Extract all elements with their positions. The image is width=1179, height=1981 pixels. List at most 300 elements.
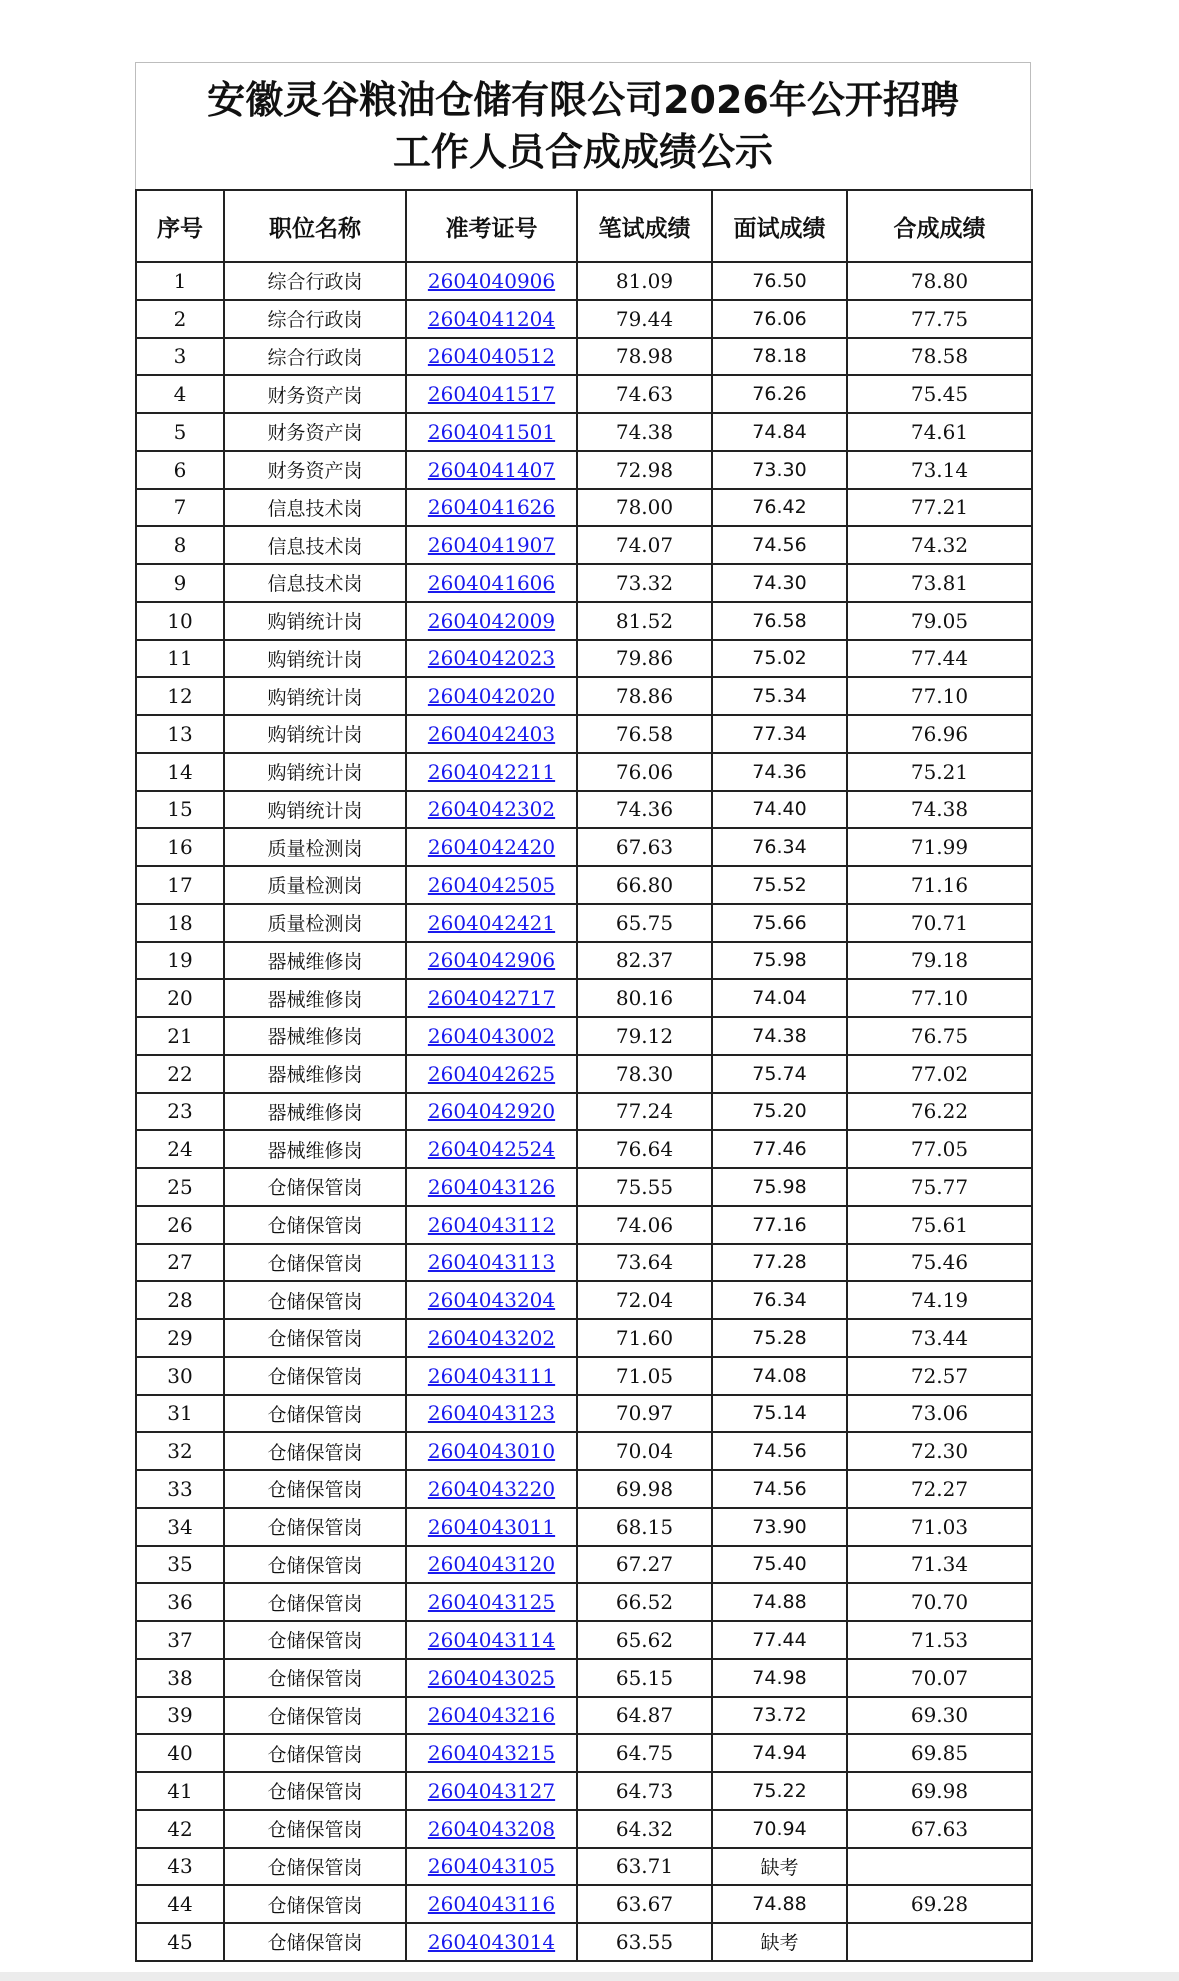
cell-composite-score: 77.02 (847, 1055, 1032, 1093)
cell-interview-score: 74.30 (712, 564, 847, 602)
cell-position: 质量检测岗 (224, 866, 406, 904)
exam-number-link[interactable]: 2604043208 (427, 1816, 556, 1841)
exam-number-link[interactable]: 2604043112 (427, 1212, 556, 1237)
cell-written-score: 65.75 (577, 904, 712, 942)
cell-position: 仓储保管岗 (224, 1923, 406, 1961)
cell-position: 仓储保管岗 (224, 1319, 406, 1357)
cell-position: 仓储保管岗 (224, 1357, 406, 1395)
cell-composite-score: 69.30 (847, 1697, 1032, 1735)
cell-exam-number (406, 262, 577, 300)
cell-seq: 26 (136, 1206, 224, 1244)
page-bottom-edge (0, 1972, 1179, 1981)
cell-composite-score: 71.99 (847, 828, 1032, 866)
cell-position: 器械维修岗 (224, 942, 406, 980)
cell-composite-score: 74.38 (847, 791, 1032, 829)
cell-position: 器械维修岗 (224, 1017, 406, 1055)
exam-number-link[interactable]: 2604042421 (427, 910, 556, 935)
cell-written-score: 81.09 (577, 262, 712, 300)
table-row (136, 1319, 1032, 1357)
cell-interview-score: 75.66 (712, 904, 847, 942)
exam-number-link[interactable]: 2604043111 (427, 1363, 556, 1388)
cell-interview-score: 77.28 (712, 1244, 847, 1282)
cell-interview-score: 78.18 (712, 338, 847, 376)
cell-composite-score: 72.30 (847, 1432, 1032, 1470)
cell-interview-score: 74.40 (712, 791, 847, 829)
cell-interview-score: 76.34 (712, 828, 847, 866)
cell-seq: 10 (136, 602, 224, 640)
exam-number-link[interactable]: 2604042906 (427, 948, 556, 973)
table-row (136, 904, 1032, 942)
cell-seq: 31 (136, 1395, 224, 1433)
cell-composite-score: 79.18 (847, 942, 1032, 980)
cell-composite-score: 75.45 (847, 375, 1032, 413)
cell-exam-number (406, 489, 577, 527)
cell-position: 购销统计岗 (224, 677, 406, 715)
cell-seq: 41 (136, 1772, 224, 1810)
exam-number-link[interactable]: 2604041626 (427, 495, 556, 520)
cell-seq: 27 (136, 1244, 224, 1282)
table-row (136, 1734, 1032, 1772)
table-row (136, 1697, 1032, 1735)
cell-interview-score: 74.56 (712, 526, 847, 564)
cell-composite-score: 79.05 (847, 602, 1032, 640)
cell-seq: 24 (136, 1130, 224, 1168)
exam-number-link[interactable]: 2604043215 (427, 1741, 556, 1766)
cell-exam-number (406, 1546, 577, 1584)
cell-exam-number (406, 300, 577, 338)
table-row (136, 1206, 1032, 1244)
cell-seq: 37 (136, 1621, 224, 1659)
score-table (135, 189, 1033, 1962)
exam-number-link[interactable]: 2604042420 (427, 835, 556, 860)
cell-exam-number (406, 640, 577, 678)
exam-number-link[interactable]: 2604041204 (427, 306, 556, 331)
cell-composite-score: 69.28 (847, 1885, 1032, 1923)
cell-interview-score: 70.94 (712, 1810, 847, 1848)
cell-position: 仓储保管岗 (224, 1206, 406, 1244)
cell-written-score: 65.15 (577, 1659, 712, 1697)
exam-number-link[interactable]: 2604043025 (427, 1665, 556, 1690)
cell-interview-score: 73.72 (712, 1697, 847, 1735)
table-row (136, 300, 1032, 338)
table-row (136, 1546, 1032, 1584)
table-row (136, 451, 1032, 489)
cell-written-score: 82.37 (577, 942, 712, 980)
exam-number-link[interactable]: 2604043216 (427, 1703, 556, 1728)
cell-exam-number (406, 715, 577, 753)
cell-written-score: 75.55 (577, 1168, 712, 1206)
exam-number-link[interactable]: 2604041501 (427, 419, 556, 444)
cell-written-score: 78.98 (577, 338, 712, 376)
cell-position: 质量检测岗 (224, 904, 406, 942)
cell-written-score: 74.07 (577, 526, 712, 564)
cell-seq: 16 (136, 828, 224, 866)
cell-seq: 35 (136, 1546, 224, 1584)
exam-number-link[interactable]: 2604042505 (427, 872, 556, 897)
exam-number-link[interactable]: 2604043014 (427, 1929, 556, 1954)
table-row (136, 375, 1032, 413)
table-row (136, 979, 1032, 1017)
cell-interview-score: 75.98 (712, 942, 847, 980)
cell-position: 仓储保管岗 (224, 1546, 406, 1584)
exam-number-link[interactable]: 2604043114 (427, 1627, 556, 1652)
table-header-row (136, 190, 1032, 262)
cell-composite-score: 74.32 (847, 526, 1032, 564)
cell-interview-score: 73.30 (712, 451, 847, 489)
cell-written-score: 79.44 (577, 300, 712, 338)
cell-position: 仓储保管岗 (224, 1395, 406, 1433)
page-subtitle: 工作人员合成成绩公示 (392, 130, 773, 174)
exam-number-link[interactable]: 2604042020 (427, 684, 556, 709)
cell-seq: 1 (136, 262, 224, 300)
cell-exam-number (406, 1659, 577, 1697)
cell-interview-score: 77.46 (712, 1130, 847, 1168)
cell-composite-score: 70.07 (847, 1659, 1032, 1697)
cell-exam-number (406, 1244, 577, 1282)
table-body (136, 262, 1032, 1961)
cell-written-score: 68.15 (577, 1508, 712, 1546)
cell-seq: 12 (136, 677, 224, 715)
table-row (136, 489, 1032, 527)
cell-seq: 2 (136, 300, 224, 338)
exam-number-link[interactable]: 2604042023 (427, 646, 556, 671)
cell-composite-score: 71.34 (847, 1546, 1032, 1584)
cell-written-score: 64.75 (577, 1734, 712, 1772)
cell-interview-score: 74.56 (712, 1432, 847, 1470)
cell-position: 器械维修岗 (224, 979, 406, 1017)
cell-interview-score: 76.06 (712, 300, 847, 338)
cell-interview-score: 74.88 (712, 1885, 847, 1923)
table-row (136, 1244, 1032, 1282)
cell-exam-number (406, 1357, 577, 1395)
cell-seq: 40 (136, 1734, 224, 1772)
table-row (136, 262, 1032, 300)
cell-exam-number (406, 1508, 577, 1546)
cell-seq: 17 (136, 866, 224, 904)
cell-exam-number (406, 1810, 577, 1848)
cell-exam-number (406, 602, 577, 640)
cell-position: 器械维修岗 (224, 1093, 406, 1131)
cell-written-score: 76.06 (577, 753, 712, 791)
cell-exam-number (406, 1281, 577, 1319)
cell-written-score: 72.98 (577, 451, 712, 489)
cell-interview-score: 75.14 (712, 1395, 847, 1433)
cell-written-score: 78.86 (577, 677, 712, 715)
title-box (135, 62, 1031, 189)
cell-written-score: 78.30 (577, 1055, 712, 1093)
cell-interview-score: 缺考 (712, 1848, 847, 1886)
cell-interview-score: 76.26 (712, 375, 847, 413)
cell-seq: 32 (136, 1432, 224, 1470)
table-row (136, 1583, 1032, 1621)
cell-seq: 6 (136, 451, 224, 489)
score-sheet (135, 62, 1031, 1962)
cell-seq: 33 (136, 1470, 224, 1508)
exam-number-link[interactable]: 2604043010 (427, 1439, 556, 1464)
table-row (136, 828, 1032, 866)
exam-number-link[interactable]: 2604042403 (427, 721, 556, 746)
cell-position: 仓储保管岗 (224, 1734, 406, 1772)
cell-seq: 25 (136, 1168, 224, 1206)
cell-written-score: 74.63 (577, 375, 712, 413)
cell-written-score: 63.55 (577, 1923, 712, 1961)
exam-number-link[interactable]: 2604042625 (427, 1061, 556, 1086)
cell-interview-score: 74.04 (712, 979, 847, 1017)
cell-interview-score: 77.44 (712, 1621, 847, 1659)
cell-exam-number (406, 791, 577, 829)
cell-position: 仓储保管岗 (224, 1168, 406, 1206)
header-written-score: 笔试成绩 (577, 190, 712, 262)
table-row (136, 1508, 1032, 1546)
cell-seq: 36 (136, 1583, 224, 1621)
exam-number-link[interactable]: 2604043220 (427, 1476, 556, 1501)
table-row (136, 1432, 1032, 1470)
cell-seq: 11 (136, 640, 224, 678)
exam-number-link[interactable]: 2604043123 (427, 1401, 556, 1426)
cell-exam-number (406, 677, 577, 715)
cell-composite-score: 73.81 (847, 564, 1032, 602)
exam-number-link[interactable]: 2604043116 (427, 1892, 556, 1917)
cell-seq: 8 (136, 526, 224, 564)
exam-number-link[interactable]: 2604043120 (427, 1552, 556, 1577)
cell-interview-score: 74.08 (712, 1357, 847, 1395)
cell-interview-score: 75.52 (712, 866, 847, 904)
cell-composite-score: 71.53 (847, 1621, 1032, 1659)
cell-exam-number (406, 526, 577, 564)
exam-number-link[interactable]: 2604043011 (427, 1514, 556, 1539)
cell-seq: 5 (136, 413, 224, 451)
exam-number-link[interactable]: 2604042211 (427, 759, 556, 784)
exam-number-link[interactable]: 2604043002 (427, 1023, 556, 1048)
cell-composite-score: 73.14 (847, 451, 1032, 489)
exam-number-link[interactable]: 2604043113 (427, 1250, 556, 1275)
cell-interview-score: 75.34 (712, 677, 847, 715)
cell-seq: 30 (136, 1357, 224, 1395)
cell-composite-score: 75.61 (847, 1206, 1032, 1244)
exam-number-link[interactable]: 2604043105 (427, 1854, 556, 1879)
table-row (136, 1885, 1032, 1923)
cell-interview-score: 77.34 (712, 715, 847, 753)
cell-exam-number (406, 866, 577, 904)
cell-exam-number (406, 1734, 577, 1772)
cell-written-score: 66.52 (577, 1583, 712, 1621)
exam-number-link[interactable]: 2604043125 (427, 1590, 556, 1615)
cell-exam-number (406, 828, 577, 866)
cell-seq: 45 (136, 1923, 224, 1961)
exam-number-link[interactable]: 2604043202 (427, 1325, 556, 1350)
cell-written-score: 69.98 (577, 1470, 712, 1508)
table-row (136, 715, 1032, 753)
cell-written-score: 80.16 (577, 979, 712, 1017)
cell-position: 仓储保管岗 (224, 1432, 406, 1470)
table-row (136, 1772, 1032, 1810)
exam-number-link[interactable]: 2604042524 (427, 1137, 556, 1162)
cell-exam-number (406, 904, 577, 942)
cell-written-score: 77.24 (577, 1093, 712, 1131)
cell-interview-score: 74.98 (712, 1659, 847, 1697)
cell-written-score: 63.67 (577, 1885, 712, 1923)
cell-exam-number (406, 564, 577, 602)
cell-position: 仓储保管岗 (224, 1697, 406, 1735)
cell-composite-score: 73.44 (847, 1319, 1032, 1357)
cell-interview-score: 75.22 (712, 1772, 847, 1810)
table-row (136, 1621, 1032, 1659)
exam-number-link[interactable]: 2604040906 (427, 268, 556, 293)
cell-position: 仓储保管岗 (224, 1508, 406, 1546)
cell-exam-number (406, 1923, 577, 1961)
cell-exam-number (406, 1206, 577, 1244)
exam-number-link[interactable]: 2604042717 (427, 986, 556, 1011)
cell-seq: 4 (136, 375, 224, 413)
cell-position: 购销统计岗 (224, 602, 406, 640)
cell-composite-score: 71.16 (847, 866, 1032, 904)
header-seq: 序号 (136, 190, 224, 262)
exam-number-link[interactable]: 2604042302 (427, 797, 556, 822)
cell-seq: 43 (136, 1848, 224, 1886)
table-row (136, 564, 1032, 602)
exam-number-link[interactable]: 2604040512 (427, 344, 556, 369)
cell-interview-score: 73.90 (712, 1508, 847, 1546)
cell-written-score: 81.52 (577, 602, 712, 640)
cell-written-score: 67.63 (577, 828, 712, 866)
cell-exam-number (406, 753, 577, 791)
cell-seq: 7 (136, 489, 224, 527)
cell-seq: 15 (136, 791, 224, 829)
cell-exam-number (406, 375, 577, 413)
cell-exam-number (406, 451, 577, 489)
cell-position: 信息技术岗 (224, 564, 406, 602)
table-row (136, 677, 1032, 715)
cell-exam-number (406, 1621, 577, 1659)
cell-written-score: 74.38 (577, 413, 712, 451)
cell-written-score: 74.36 (577, 791, 712, 829)
cell-position: 购销统计岗 (224, 753, 406, 791)
cell-interview-score: 76.58 (712, 602, 847, 640)
exam-number-link[interactable]: 2604043126 (427, 1174, 556, 1199)
header-composite-score: 合成成绩 (847, 190, 1032, 262)
cell-seq: 14 (136, 753, 224, 791)
exam-number-link[interactable]: 2604043127 (427, 1778, 556, 1803)
cell-exam-number (406, 1848, 577, 1886)
table-row (136, 1810, 1032, 1848)
cell-exam-number (406, 979, 577, 1017)
cell-exam-number (406, 338, 577, 376)
cell-seq: 18 (136, 904, 224, 942)
cell-position: 综合行政岗 (224, 262, 406, 300)
cell-position: 仓储保管岗 (224, 1810, 406, 1848)
cell-written-score: 79.86 (577, 640, 712, 678)
cell-exam-number (406, 1093, 577, 1131)
cell-seq: 21 (136, 1017, 224, 1055)
cell-seq: 44 (136, 1885, 224, 1923)
table-row (136, 526, 1032, 564)
cell-exam-number (406, 1470, 577, 1508)
cell-composite-score (847, 1848, 1032, 1886)
cell-composite-score: 73.06 (847, 1395, 1032, 1433)
cell-written-score: 71.60 (577, 1319, 712, 1357)
cell-exam-number (406, 1432, 577, 1470)
cell-position: 信息技术岗 (224, 489, 406, 527)
cell-written-score: 64.32 (577, 1810, 712, 1848)
cell-composite-score: 77.21 (847, 489, 1032, 527)
cell-seq: 29 (136, 1319, 224, 1357)
table-row (136, 1055, 1032, 1093)
cell-seq: 20 (136, 979, 224, 1017)
cell-seq: 28 (136, 1281, 224, 1319)
table-row (136, 866, 1032, 904)
cell-written-score: 73.64 (577, 1244, 712, 1282)
cell-interview-score: 75.20 (712, 1093, 847, 1131)
table-row (136, 1093, 1032, 1131)
cell-position: 信息技术岗 (224, 526, 406, 564)
cell-seq: 23 (136, 1093, 224, 1131)
cell-position: 综合行政岗 (224, 338, 406, 376)
table-row (136, 1659, 1032, 1697)
table-row (136, 640, 1032, 678)
cell-seq: 9 (136, 564, 224, 602)
exam-number-link[interactable]: 2604041907 (427, 533, 556, 558)
cell-exam-number (406, 1885, 577, 1923)
cell-position: 仓储保管岗 (224, 1848, 406, 1886)
cell-written-score: 70.04 (577, 1432, 712, 1470)
cell-exam-number (406, 1772, 577, 1810)
table-row (136, 413, 1032, 451)
cell-composite-score: 72.27 (847, 1470, 1032, 1508)
cell-interview-score: 76.42 (712, 489, 847, 527)
exam-number-link[interactable]: 2604042009 (427, 608, 556, 633)
cell-seq: 38 (136, 1659, 224, 1697)
cell-composite-score: 70.70 (847, 1583, 1032, 1621)
exam-number-link[interactable]: 2604041606 (427, 570, 556, 595)
exam-number-link[interactable]: 2604043204 (427, 1288, 556, 1313)
cell-composite-score: 74.61 (847, 413, 1032, 451)
table-row (136, 1923, 1032, 1961)
cell-interview-score: 74.38 (712, 1017, 847, 1055)
cell-composite-score: 71.03 (847, 1508, 1032, 1546)
cell-exam-number (406, 1319, 577, 1357)
cell-composite-score: 75.21 (847, 753, 1032, 791)
cell-composite-score: 69.85 (847, 1734, 1032, 1772)
cell-interview-score: 74.88 (712, 1583, 847, 1621)
cell-composite-score: 77.75 (847, 300, 1032, 338)
exam-number-link[interactable]: 2604041517 (427, 382, 556, 407)
cell-interview-score: 74.84 (712, 413, 847, 451)
table-row (136, 1357, 1032, 1395)
cell-composite-score: 75.77 (847, 1168, 1032, 1206)
cell-seq: 13 (136, 715, 224, 753)
cell-interview-score: 75.02 (712, 640, 847, 678)
table-row (136, 1848, 1032, 1886)
cell-written-score: 76.58 (577, 715, 712, 753)
exam-number-link[interactable]: 2604041407 (427, 457, 556, 482)
cell-written-score: 64.73 (577, 1772, 712, 1810)
cell-seq: 42 (136, 1810, 224, 1848)
table-row (136, 791, 1032, 829)
cell-interview-score: 75.98 (712, 1168, 847, 1206)
cell-seq: 34 (136, 1508, 224, 1546)
cell-interview-score: 74.94 (712, 1734, 847, 1772)
cell-written-score: 78.00 (577, 489, 712, 527)
exam-number-link[interactable]: 2604042920 (427, 1099, 556, 1124)
cell-position: 购销统计岗 (224, 791, 406, 829)
cell-interview-score: 75.28 (712, 1319, 847, 1357)
table-row (136, 753, 1032, 791)
cell-composite-score: 76.96 (847, 715, 1032, 753)
table-row (136, 1168, 1032, 1206)
cell-seq: 3 (136, 338, 224, 376)
cell-position: 仓储保管岗 (224, 1470, 406, 1508)
cell-written-score: 73.32 (577, 564, 712, 602)
